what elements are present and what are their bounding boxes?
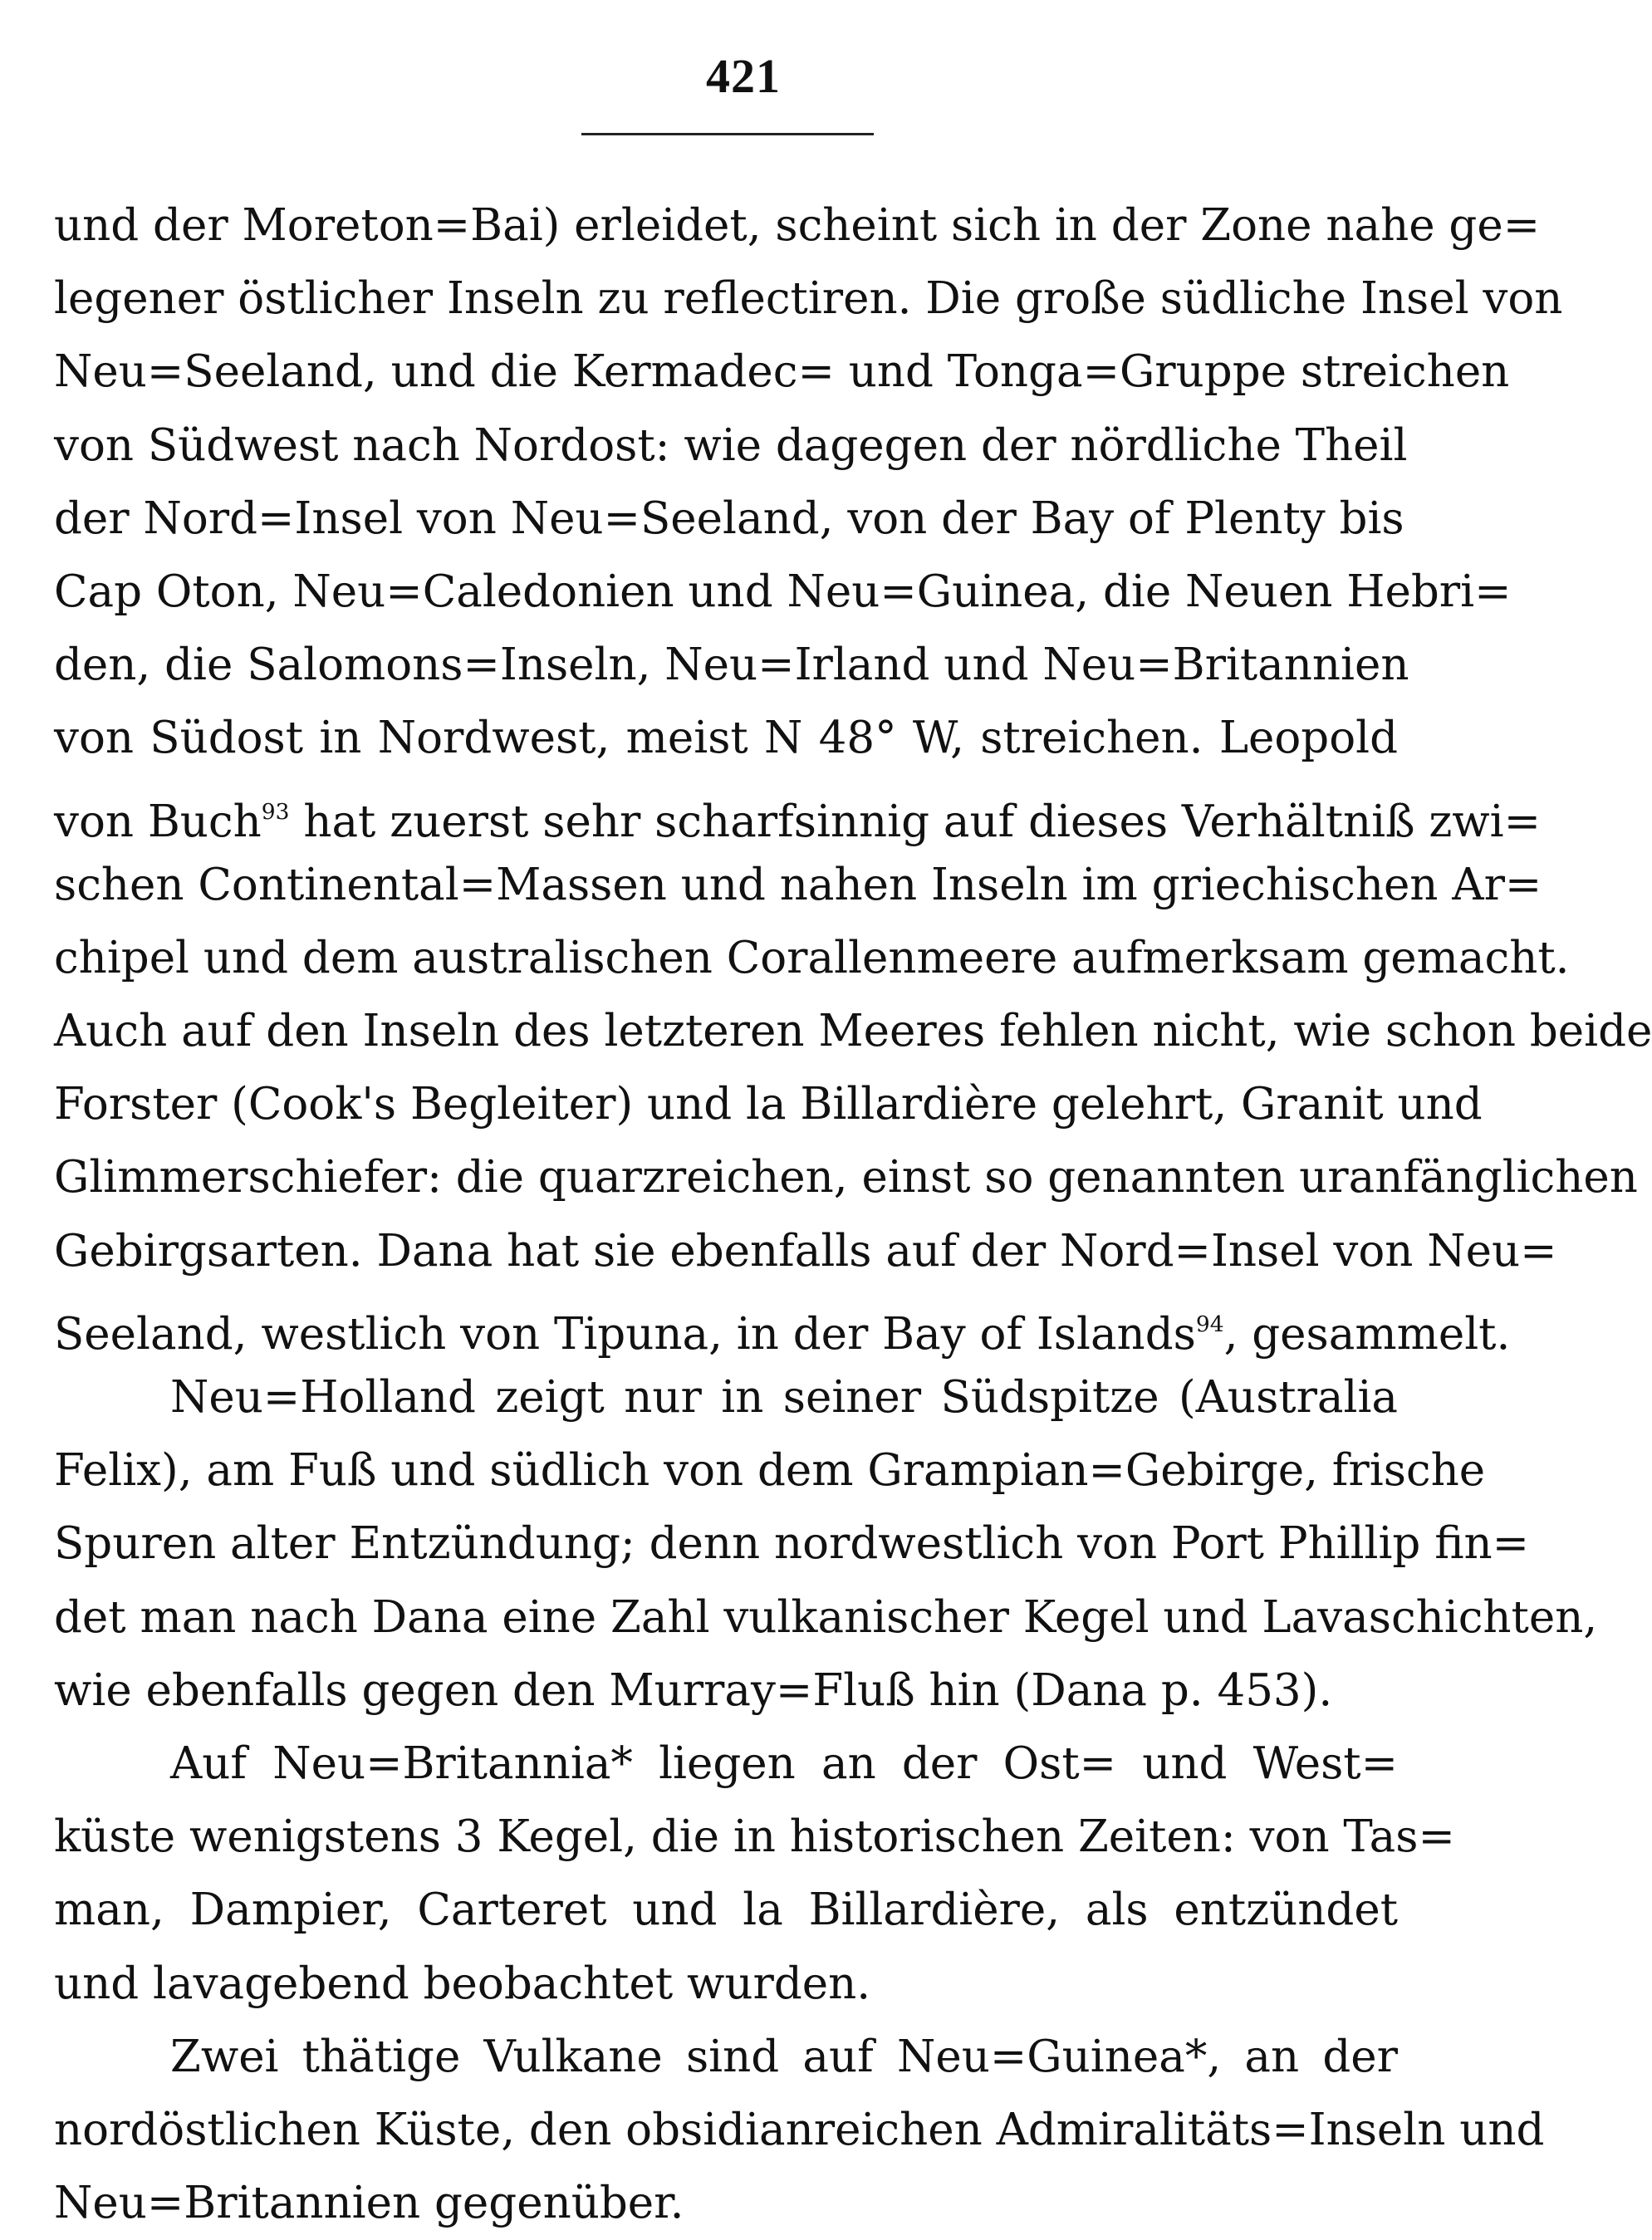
- text-line: Cap Oton, Neu=Caledonien und Neu=Guinea, die Neuen Hebri=: [54, 566, 1512, 617]
- text-line-with-footnote: [54, 776, 1542, 849]
- text-line: wie ebenfalls gegen den Murray=Fluß hin (Dana p. 453).: [54, 1664, 1333, 1716]
- header-rule: [581, 133, 874, 135]
- footnote-marker: 93: [261, 798, 290, 825]
- text-line: legener östlicher Inseln zu reflectiren. Die große südliche Insel von: [54, 273, 1563, 325]
- text-line: Spuren alter Entzündung; denn nordwestlich von Port Phillip fin=: [54, 1518, 1530, 1570]
- text-line: Zwei thätige Vulkane sind auf Neu=Guinea*, an der: [170, 2031, 1398, 2082]
- text-line: chipel und dem australischen Corallenmeere aufmerksam gemacht.: [54, 932, 1570, 983]
- text-line: Neu=Holland zeigt nur in seiner Südspitze (Australia: [170, 1372, 1398, 1423]
- text-line: Auch auf den Inseln des letzteren Meeres fehlen nicht, wie schon beide: [54, 1006, 1652, 1057]
- text-line: Neu=Britannien gegenüber.: [54, 2178, 684, 2229]
- text-line: nordöstlichen Küste, den obsidianreichen Admiralitäts=Inseln und: [54, 2104, 1545, 2155]
- text-line: Felix), am Fuß und südlich von dem Grampian=Gebirge, frische: [54, 1445, 1486, 1497]
- text-line: von Südwest nach Nordost: wie dagegen der nördliche Theil: [54, 419, 1408, 471]
- text-line: schen Continental=Massen und nahen Inseln im griechischen Ar=: [54, 859, 1542, 910]
- text-line: Glimmerschiefer: die quarzreichen, einst so genannten uranfänglichen: [54, 1152, 1638, 1203]
- text-segment: hat zuerst sehr scharfsinnig auf dieses Verhältniß zwi=: [289, 796, 1542, 847]
- page-number: 421: [706, 49, 781, 103]
- text-line: Neu=Seeland, und die Kermadec= und Tonga=Gruppe streichen: [54, 346, 1510, 398]
- text-segment: , gesammelt.: [1223, 1309, 1511, 1360]
- text-line: und lavagebend beobachtet wurden.: [54, 1958, 871, 2009]
- text-line: Forster (Cook's Begleiter) und la Billardière gelehrt, Granit und: [54, 1079, 1483, 1130]
- text-line: man, Dampier, Carteret und la Billardière, als entzündet: [54, 1885, 1398, 1936]
- text-line-with-footnote: [54, 1288, 1511, 1361]
- text-segment: Seeland, westlich von Tipuna, in der Bay of Islands: [54, 1309, 1196, 1360]
- text-line: von Südost in Nordwest, meist N 48° W, streichen. Leopold: [54, 713, 1398, 764]
- text-line: det man nach Dana eine Zahl vulkanischer Kegel und Lavaschichten,: [54, 1591, 1598, 1643]
- text-line: Auf Neu=Britannia* liegen an der Ost= und West=: [170, 1738, 1398, 1789]
- text-line: der Nord=Insel von Neu=Seeland, von der Bay of Plenty bis: [54, 493, 1404, 544]
- text-line: den, die Salomons=Inseln, Neu=Irland und Neu=Britannien: [54, 640, 1409, 691]
- text-line: und der Moreton=Bai) erleidet, scheint sich in der Zone nahe ge=: [54, 200, 1541, 251]
- text-line: küste wenigstens 3 Kegel, die in historischen Zeiten: von Tas=: [54, 1811, 1455, 1863]
- text-line: Gebirgsarten. Dana hat sie ebenfalls auf der Nord=Insel von Neu=: [54, 1225, 1557, 1277]
- body-text: [54, 189, 1652, 2240]
- text-segment: von Buch: [54, 796, 262, 847]
- footnote-marker: 94: [1195, 1311, 1224, 1337]
